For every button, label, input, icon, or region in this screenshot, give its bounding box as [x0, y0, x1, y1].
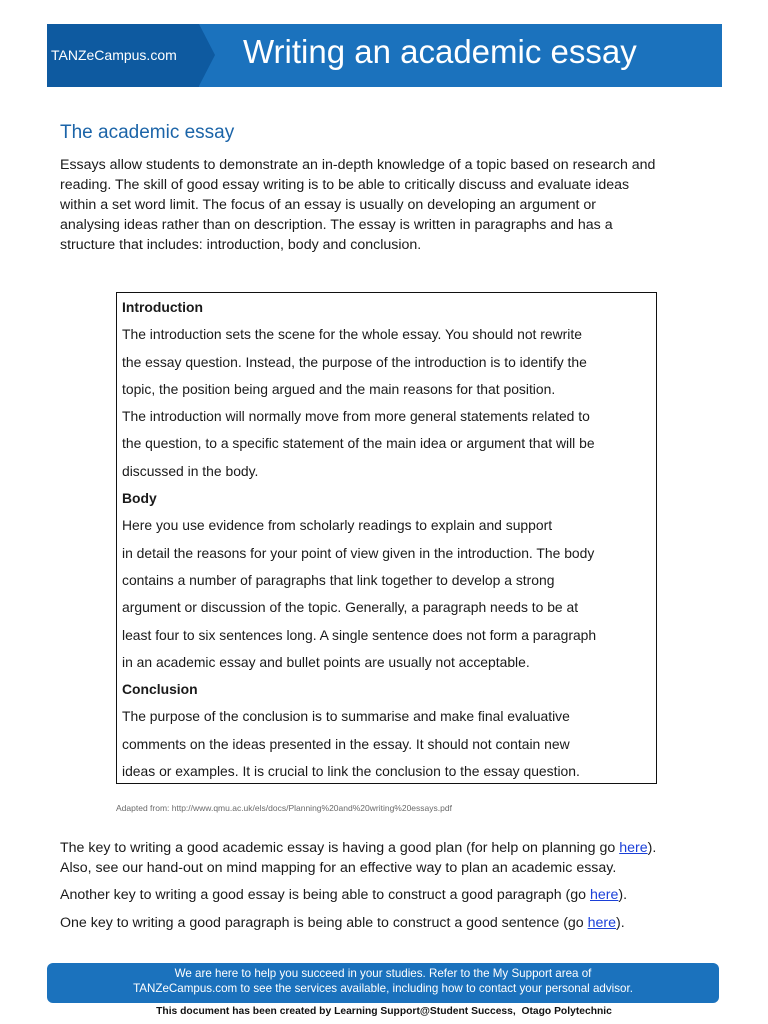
paragraph-text-end: ). — [618, 887, 628, 903]
header-banner — [47, 24, 722, 87]
paragraph-construction-line — [60, 885, 627, 905]
footer-line: TANZeCampus.com to see the services available, including how to contact your personal advisor. — [133, 982, 633, 995]
body-line: argument or discussion of the topic. Generally, a paragraph needs to be at — [122, 599, 579, 616]
paragraph-text: Another key to writing a good essay is being able to construct a good paragraph (go — [60, 887, 590, 903]
planning-paragraph-line2: Also, see our hand-out on mind mapping for an effective way to plan an academic essay. — [60, 860, 617, 876]
introduction-heading: Introduction — [122, 299, 204, 315]
sentence-text-end: ). — [616, 915, 625, 931]
conclusion-line: comments on the ideas presented in the essay. It should not contain new — [122, 735, 570, 752]
essay-structure-content — [122, 294, 656, 785]
sentence-construction-line — [60, 913, 625, 933]
document-credit: This document has been created by Learning Support@Student Success, Otago Polytechnic — [156, 1006, 612, 1017]
introduction-line: discussed in the body. — [122, 462, 259, 479]
intro-line: within a set word limit. The focus of an essay is usually on developing an argument or — [60, 197, 596, 213]
introduction-line: The introduction will normally move from more general statements related to — [122, 408, 590, 425]
introduction-line: the question, to a specific statement of the main idea or argument that will be — [122, 435, 595, 452]
body-line: in detail the reasons for your point of view given in the introduction. The body — [122, 544, 595, 561]
sentence-text: One key to writing a good paragraph is being able to construct a good sentence (go — [60, 915, 588, 931]
intro-line: reading. The skill of good essay writing is to be able to critically discuss and evaluate ideas — [60, 177, 630, 193]
paragraph-here-link[interactable]: here — [590, 887, 619, 903]
conclusion-heading: Conclusion — [122, 681, 198, 698]
sentence-here-link[interactable]: here — [587, 915, 617, 931]
planning-text: The key to writing a good academic essay is having a good plan (for help on planning go — [60, 840, 620, 856]
planning-text-end: ). — [647, 840, 657, 856]
footer-line: We are here to help you succeed in your studies. Refer to the My Support area of — [174, 967, 592, 980]
body-line: contains a number of paragraphs that link together to develop a strong — [122, 571, 555, 588]
brand-name: TANZeCampus.com — [51, 47, 177, 63]
planning-paragraph-line1 — [60, 838, 656, 858]
support-footer-bar — [47, 963, 719, 1003]
body-line: least four to six sentences long. A single sentence does not form a paragraph — [122, 626, 597, 643]
introduction-line: The introduction sets the scene for the whole essay. You should not rewrite — [122, 326, 582, 343]
document-title: Writing an academic essay — [243, 33, 637, 70]
conclusion-line: The purpose of the conclusion is to summarise and make final evaluative — [122, 708, 570, 725]
conclusion-line: ideas or examples. It is crucial to link the conclusion to the essay question. — [122, 763, 580, 780]
body-line: Here you use evidence from scholarly readings to explain and support — [122, 517, 553, 534]
body-heading: Body — [122, 490, 157, 507]
intro-paragraph — [60, 155, 720, 255]
body-line: in an academic essay and bullet points are usually not acceptable. — [122, 653, 530, 670]
intro-line: Essays allow students to demonstrate an in-depth knowledge of a topic based on research and — [60, 157, 656, 173]
intro-line: structure that includes: introduction, body and conclusion. — [60, 237, 422, 253]
section-heading: The academic essay — [60, 122, 235, 143]
planning-here-link[interactable]: here — [619, 840, 648, 856]
introduction-line: the essay question. Instead, the purpose of the introduction is to identify the — [122, 353, 587, 370]
brand-arrow-shape — [199, 24, 215, 86]
intro-line: analysing ideas rather than on description. The essay is written in paragraphs and has a — [60, 217, 613, 233]
introduction-line: topic, the position being argued and the main reasons for that position. — [122, 380, 556, 397]
source-citation: Adapted from: http://www.qmu.ac.uk/els/docs/Planning%20and%20writing%20essays.pdf — [116, 803, 452, 813]
